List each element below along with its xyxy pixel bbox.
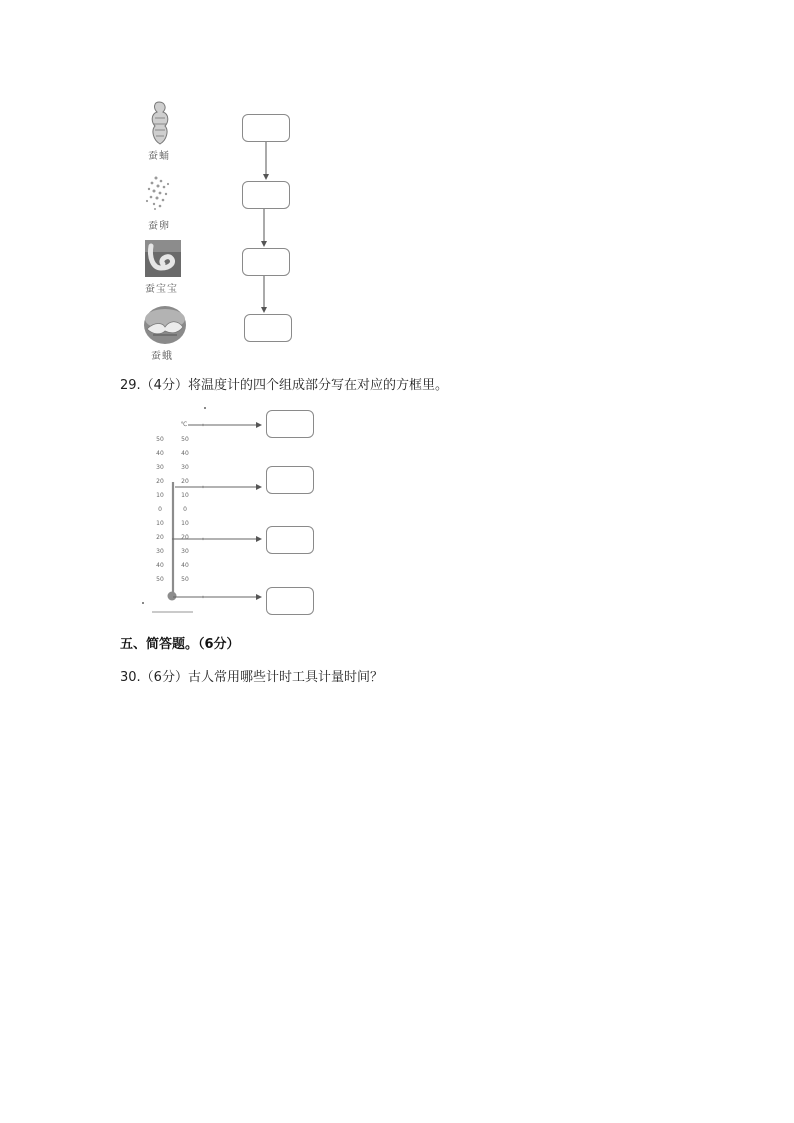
answer-box[interactable] [266,410,314,438]
scale-tick-label: 10 [181,520,189,527]
scale-tick-label: 20 [156,534,164,541]
stage-label: 蚕蛹 [148,151,170,162]
scale-tick-label: 10 [156,492,164,499]
scale-tick-label: 40 [181,562,189,569]
scale-tick-label: 30 [156,464,164,471]
scale-tick-label: 40 [156,450,164,457]
scale-tick-label: 0 [158,506,162,513]
question-29-text: 29.（4分）将温度计的四个组成部分写在对应的方框里。 [120,378,448,393]
section-title: 五、简答题。（6分） [120,637,240,652]
answer-box[interactable] [266,466,314,494]
scale-tick-label: 0 [183,506,187,513]
unit-label: ℃ [180,421,188,428]
scale-tick-label: 50 [181,436,189,443]
answer-box[interactable] [266,587,314,615]
scale-tick-label: 50 [156,436,164,443]
scale-tick-label: 50 [156,576,164,583]
scale-tick-label: 20 [181,534,189,541]
scale-tick-label: 20 [181,478,189,485]
scale-tick-label: 40 [181,450,189,457]
scale-tick-label: 30 [181,548,189,555]
stage-label: 蚕蛾 [151,351,173,362]
scale-tick-label: 50 [181,576,189,583]
scale-tick-label: 40 [156,562,164,569]
scale-tick-label: 10 [156,520,164,527]
scale-tick-label: 30 [156,548,164,555]
scale-tick-label: 10 [181,492,189,499]
answer-box[interactable] [266,526,314,554]
stage-label: 蚕卵 [148,221,170,232]
stage-label: 蚕宝宝 [145,284,178,295]
scale-tick-label: 30 [181,464,189,471]
question-30-text: 30.（6分）古人常用哪些计时工具计量时间？ [120,670,383,685]
scale-tick-label: 20 [156,478,164,485]
